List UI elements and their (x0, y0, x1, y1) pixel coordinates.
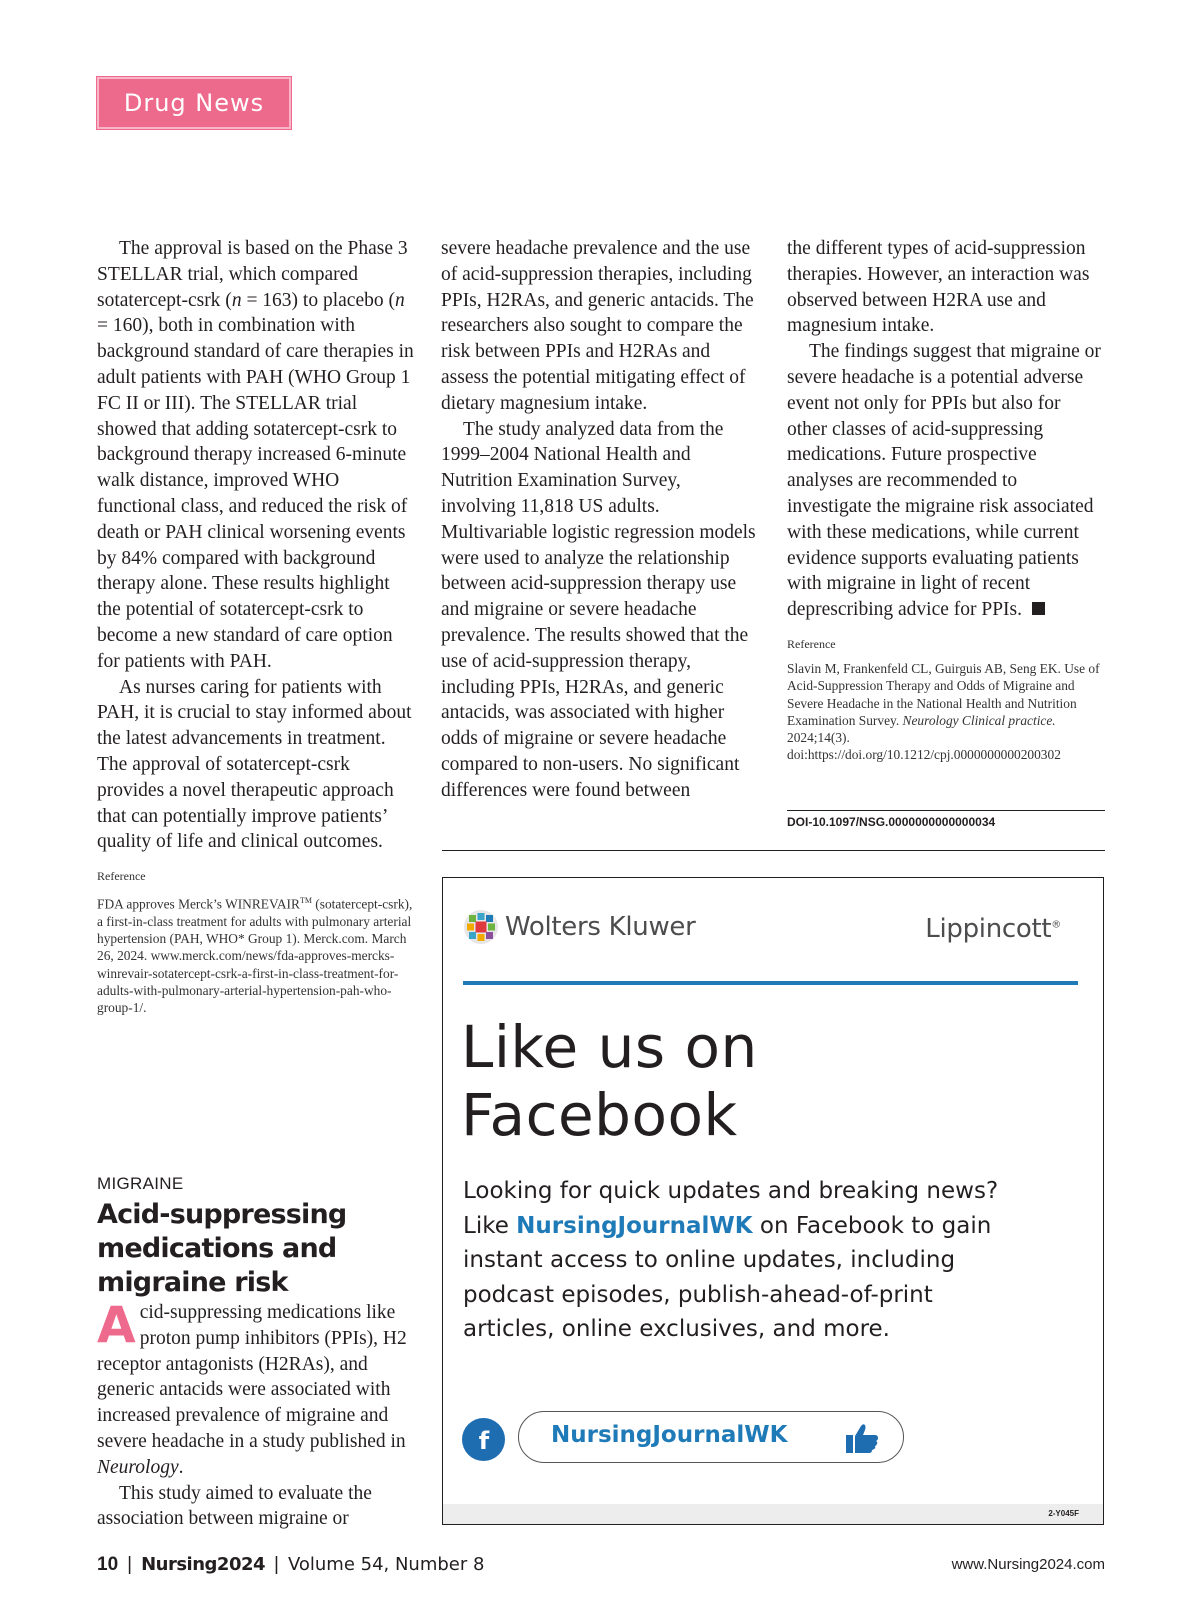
col3-paragraph-1: the different types of acid-suppression therapies. However, an interaction was observed between H2RA use and magnesium intake. (787, 238, 1090, 337)
col1-paragraph-2: As nurses caring for patients with PAH, it is crucial to stay informed about the latest advancements in treatment. The approval of sotatercept-csrk provides a novel therapeutic approach that can potentially improve patients’ quality of life and clinical outcomes. (97, 676, 412, 853)
column-3 (787, 236, 1105, 764)
facebook-page-button[interactable] (518, 1411, 904, 1463)
ad-body-handle: NursingJournalWK (516, 1212, 753, 1239)
ad-code: 2-Y045F (1048, 1509, 1079, 1518)
article-lead (97, 1296, 417, 1532)
doi-text: DOI-10.1097/NSG.0000000000000034 (787, 815, 996, 829)
col1-reference-label: Reference (97, 869, 146, 884)
page-number: 10 (97, 1554, 119, 1575)
col3-paragraph-2: The findings suggest that migraine or severe headache is a potential adverse event not only for PPIs but also for other classes of acid-suppressing medications. Future prospective analyses are recommended to investigate the migraine risk associated with these medications, while current evidence supports evaluating patients with migraine in light of recent deprescribing advice for PPIs. (787, 341, 1101, 621)
ad-body-text: Looking for quick updates and breaking news? Like NursingJournalWK on Facebook to gain instant access to online updates, including podcast episodes, publish-ahead-of-print articles, online exclusives, and more. (463, 1178, 999, 1342)
doi-rule (787, 810, 1105, 811)
col1-paragraph-1: The approval is based on the Phase 3 STELLAR trial, which compared sotatercept-csrk (n = 163) to placebo (n = 160), both in combination with background standard of care therapies in adult patients with PAH (WHO Group 1 FC II or III). The STELLAR trial showed that adding sotatercept-csrk to background therapy increased 6-minute walk distance, improved WHO functional class, and reduced the risk of death or PAH clinical worsening events by 84% compared with background therapy alone. These results highlight the potential of sotatercept-csrk to become a new standard of care option for patients with PAH. (97, 238, 414, 672)
journal-name: Nursing2024 (141, 1554, 266, 1575)
column-2 (441, 236, 757, 804)
journal-url[interactable]: www.Nursing2024.com (951, 1556, 1105, 1573)
lead-paragraph-2: This study aimed to evaluate the association between migraine or (97, 1482, 372, 1530)
facebook-advertisement (442, 877, 1104, 1525)
wolters-kluwer-brand (463, 909, 696, 945)
issue-info: Volume 54, Number 8 (287, 1554, 485, 1575)
col3-reference-text: Slavin M, Frankenfeld CL, Guirguis AB, Seng EK. Use of Acid-Suppression Therapy and Odds of Migraine and Severe Headache in the National Health and Nutrition Examination Survey. Neurology Clinical practice. 2024;14(3). doi:https://doi.org/10.1212/cpj.0000000000200302 (787, 660, 1100, 763)
facebook-icon[interactable] (462, 1418, 505, 1461)
ad-separator-rule (442, 850, 1105, 851)
article-kicker: MIGRAINE (97, 1174, 184, 1193)
facebook-f-glyph (473, 1427, 495, 1453)
ad-accent-bar (463, 981, 1078, 985)
ad-headline: Like us on Facebook (461, 1013, 758, 1149)
lippincott-brand: Lippincott® (925, 914, 1061, 944)
ad-footer-strip (443, 1504, 1103, 1524)
col2-paragraph-1: severe headache prevalence and the use of acid-suppression therapies, including PPIs, H2RAs, and generic antacids. The researchers also sought to compare the risk between PPIs and H2RAs and assess the potential mitigating effect of dietary magnesium intake. (441, 238, 754, 414)
lead-paragraph: Acid-suppressing medications like proton pump inhibitors (PPIs), H2 receptor antagonists (H2RAs), and generic antacids were associated with increased prevalence of migraine and severe headache in a study published in Neurology. (97, 1296, 407, 1478)
facebook-letter: f (478, 1426, 489, 1453)
section-tag: Drug News (97, 77, 291, 129)
wolters-kluwer-name: Wolters Kluwer (505, 912, 696, 942)
col1-reference-text: FDA approves Merck’s WINREVAIR™ (sotatercept-csrk), a first-in-class treatment for adults with pulmonary arterial hypertension (PAH, WHO* Group 1). Merck.com. March 26, 2024. www.merck.com/news/fda-approves-mercks-winrevair-sotatercept-csrk-a-first-in-class-treatment-for-adults-with-pulmonary-arterial-hypertension-pah-who-group-1/. (97, 896, 413, 1016)
thumbs-up-icon (845, 1422, 879, 1454)
wolters-kluwer-logo-icon (463, 909, 499, 945)
footer-separator-2: | (274, 1554, 279, 1575)
page-footer (97, 1554, 1105, 1578)
column-1 (97, 236, 417, 1017)
drop-cap: A (97, 1296, 136, 1354)
col2-paragraph-2: The study analyzed data from the 1999–2004 National Health and Nutrition Examination Survey, involving 11,818 US adults. Multivariable logistic regression models were used to analyze the relationship between acid-suppression therapy use and migraine or severe headache prevalence. The results showed that the use of acid-suppression therapy, including PPIs, H2RAs, and generic antacids, was associated with higher odds of migraine or severe headache compared to non-users. No significant differences were found between (441, 418, 756, 801)
col3-reference-label: Reference (787, 636, 836, 651)
footer-separator: | (127, 1554, 133, 1575)
end-of-article-mark (1032, 602, 1045, 615)
article-headline: Acid-suppressing medications and migraine risk (97, 1199, 347, 1298)
facebook-page-label: NursingJournalWK (551, 1422, 788, 1448)
